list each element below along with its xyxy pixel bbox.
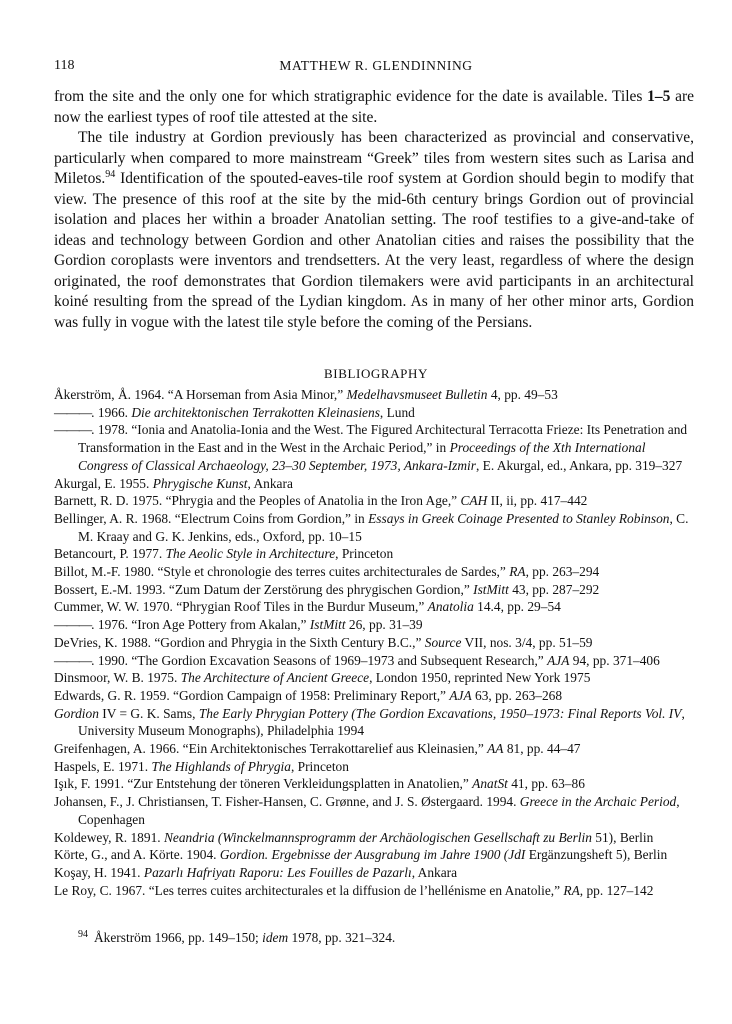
bib-entry: Koşay, H. 1941. Pazarlı Hafriyatı Raporu: Les Fouilles de Pazarlı, Ankara bbox=[54, 864, 458, 880]
bib-entry: ———. 1978. “Ionia and Anatolia-Ionia and the West. The Figured Architectural Terracotta Frieze: Its Penetration and Transformation in the East and in the West in the Archaic Period,” in Proceedings of the Xth International Congress of Classical Archaeology, 23–30 September, 1973, Ankara-Izmir, E. Akurgal, ed., Ankara, pp. 319–327 bbox=[54, 422, 688, 473]
paragraph-1: from the site and the only one for which stratigraphic evidence for the date is available. Tiles 1–5 are now the earliest types of roof tile attested at the site. bbox=[54, 88, 695, 126]
bib-entry: DeVries, K. 1988. “Gordion and Phrygia in the Sixth Century B.C.,” Source VII, nos. 3/4, pp. 51–59 bbox=[54, 634, 593, 650]
bib-entry: Akurgal, E. 1955. Phrygische Kunst, Ankara bbox=[54, 475, 293, 491]
ditto-dash: ——— bbox=[54, 404, 92, 420]
body-text bbox=[54, 87, 694, 333]
tile-number: 5 bbox=[662, 88, 671, 105]
bib-entry: Gordion IV = G. K. Sams, The Early Phrygian Pottery (The Gordion Excavations, 1950–1973: Final Reports Vol. IV, University Museum Monographs), Philadelphia 1994 bbox=[54, 705, 685, 739]
bib-entry: Koldewey, R. 1891. Neandria (Winckelmannsprogramm der Archäologischen Gesellschaft zu Berlin 51), Berlin bbox=[54, 829, 654, 845]
bib-entry: Dinsmoor, W. B. 1975. The Architecture of Ancient Greece, London 1950, reprinted New York 1975 bbox=[54, 670, 591, 686]
ditto-dash: ——— bbox=[54, 422, 92, 438]
bib-entry: Betancourt, P. 1977. The Aeolic Style in Architecture, Princeton bbox=[54, 546, 394, 562]
bib-entry: Bossert, E.-M. 1993. “Zum Datum der Zerstörung des phrygischen Gordion,” IstMitt 43, pp. 287–292 bbox=[54, 581, 600, 597]
page-header bbox=[40, 58, 712, 76]
bib-entry: Haspels, E. 1971. The Highlands of Phrygia, Princeton bbox=[54, 758, 349, 774]
bib-entry: Åkerström, Å. 1964. “A Horseman from Asia Minor,” Medelhavsmuseet Bulletin 4, pp. 49–53 bbox=[54, 387, 558, 402]
footnote-ref[interactable]: 94 bbox=[105, 168, 116, 180]
bib-entry: ———. 1990. “The Gordion Excavation Seasons of 1969–1973 and Subsequent Research,” AJA 94, pp. 371–406 bbox=[54, 652, 660, 668]
page-number: 118 bbox=[54, 58, 75, 73]
bib-entry: Işık, F. 1991. “Zur Entstehung der töneren Verkleidungsplatten in Anatolien,” AnatSt 41, pp. 63–86 bbox=[54, 776, 585, 792]
bib-entry: Le Roy, C. 1967. “Les terres cuites architecturales et la diffusion de l’hellénisme en Anatolie,” RA, pp. 127–142 bbox=[54, 882, 654, 898]
bib-entry: Barnett, R. D. 1975. “Phrygia and the Peoples of Anatolia in the Iron Age,” CAH II, ii, pp. 417–442 bbox=[54, 493, 588, 509]
bib-entry: Billot, M.-F. 1980. “Style et chronologie des terres cuites architecturales de Sardes,” RA, pp. 263–294 bbox=[54, 564, 600, 580]
bib-entry: Bellinger, A. R. 1968. “Electrum Coins from Gordion,” in Essays in Greek Coinage Presented to Stanley Robinson, C. M. Kraay and G. K. Jenkins, eds., Oxford, pp. 10–15 bbox=[54, 510, 689, 544]
tile-number: 1 bbox=[647, 88, 655, 105]
ditto-dash: ——— bbox=[54, 617, 92, 633]
paragraph-2: The tile industry at Gordion previously has been characterized as provincial and conservative, particularly when compared to more mainstream “Greek” tiles from western sites such as Larisa and Miletos.$^{94}$ Identification of the spouted-eaves-tile roof system at Gordion should begin to modify that view. The presence of this roof at the site by the mid-6th century brings Gordion out of provincial isolation and places her within a broader Anatolian setting. The roof testifies to a give-and-take of ideas and technology between Gordion and other Anatolian cities and raises the possibility that the Gordion coroplasts were inventors and trendsetters. At the very least, regardless of where the design originated, the roof demonstrates that Gordion tilemakers were avid participants in an architectural koiné resulting from the spread of the Lydian kingdom. As in many of her other minor arts, Gordion was fully in vogue with the latest tile style before the coming of the Persians. bbox=[54, 129, 694, 331]
journal-page bbox=[40, 0, 712, 1024]
bib-entry: ———. 1976. “Iron Age Pottery from Akalan,” IstMitt 26, pp. 31–39 bbox=[54, 617, 423, 633]
running-head: MATTHEW R. GLENDINNING bbox=[279, 58, 473, 73]
footnote: $^{94}$ Åkerström 1966, pp. 149–150; idem 1978, pp. 321–324. bbox=[78, 928, 396, 945]
bib-entry: Greifenhagen, A. 1966. “Ein Architektonisches Terrakottarelief aus Kleinasien,” AA 81, pp. 44–47 bbox=[54, 741, 581, 757]
bib-entry: Körte, G., and A. Körte. 1904. Gordion. Ergebnisse der Ausgrabung im Jahre 1900 (JdI Ergänzungsheft 5), Berlin bbox=[54, 847, 668, 863]
bib-entry: ———. 1966. Die architektonischen Terrakotten Kleinasiens, Lund bbox=[54, 404, 415, 420]
bib-entry: Johansen, F., J. Christiansen, T. Fisher-Hansen, C. Grønne, and J. S. Østergaard. 1994. Greece in the Archaic Period, Copenhagen bbox=[54, 794, 680, 827]
bib-entry: Edwards, G. R. 1959. “Gordion Campaign of 1958: Preliminary Report,” AJA 63, pp. 263–268 bbox=[54, 687, 563, 703]
bib-entry: Cummer, W. W. 1970. “Phrygian Roof Tiles in the Burdur Museum,” Anatolia 14.4, pp. 29–54 bbox=[54, 599, 561, 615]
bibliography-heading: BIBLIOGRAPHY bbox=[324, 366, 428, 381]
ditto-dash: ——— bbox=[54, 652, 92, 668]
footnote-number: 94 bbox=[78, 928, 88, 940]
bibliography-list bbox=[54, 386, 694, 899]
